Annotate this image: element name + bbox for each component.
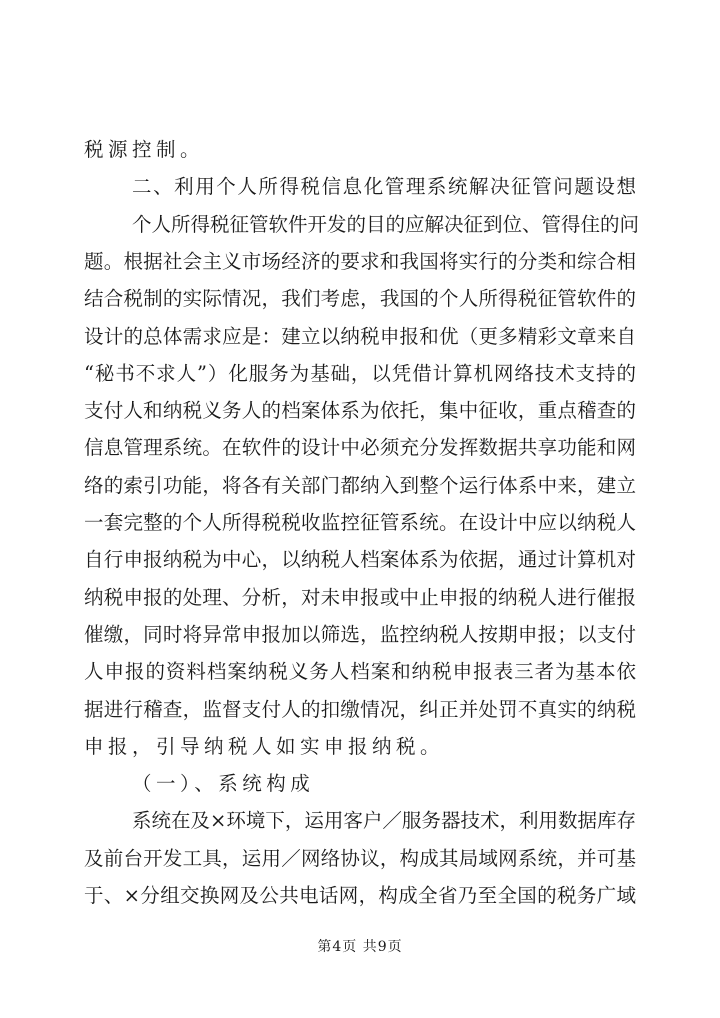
text-line: 支付人和纳税义务人的档案体系为依托，集中征收，重点稽查的 [84,399,636,423]
page-number-footer: 第4页 共9页 [317,939,403,955]
text-line: 纳税申报的处理、分析，对未申报或中止申报的纳税人进行催报 [84,585,636,609]
text-line: 题。根据社会主义市场经济的要求和我国将实行的分类和综合相 [84,249,636,273]
text-line: 二、利用个人所得税信息化管理系统解决征管问题设想 [132,175,636,199]
text-line: 结合税制的实际情况，我们考虑，我国的个人所得税征管软件的 [84,287,636,311]
text-line: （一）、系统构成 [132,772,315,796]
text-line: 信息管理系统。在软件的设计中必须充分发挥数据共享功能和网 [84,436,636,460]
text-line: 个人所得税征管软件开发的目的应解决征到位、管得住的问 [132,212,640,236]
text-line: 据进行稽查，监督支付人的扣缴情况，纠正并处罚不真实的纳税 [84,697,636,721]
text-line: “秘书不求人”）化服务为基础，以凭借计算机网络技术支持的 [84,361,636,385]
text-line: 人申报的资料档案纳税义务人档案和纳税申报表三者为基本依 [84,660,636,684]
text-line: 催缴，同时将异常申报加以筛选，监控纳税人按期申报；以支付 [84,622,636,646]
text-line: 系统在及×环境下，运用客户／服务器技术，利用数据库存 [132,809,636,833]
text-line: 税源控制。 [84,138,205,161]
text-line: 设计的总体需求应是：建立以纳税申报和优（更多精彩文章来自 [84,324,636,348]
text-line: 一套完整的个人所得税税收监控征管系统。在设计中应以纳税人 [84,511,636,534]
text-line: 络的索引功能，将各有关部门都纳入到整个运行体系中来，建立 [84,473,636,497]
text-line: 自行申报纳税为中心，以纳税人档案体系为依据，通过计算机对 [84,548,636,572]
text-line: 及前台开发工具，运用／网络协议，构成其局域网系统，并可基 [84,846,636,870]
text-line: 于、×分组交换网及公共电话网，构成全省乃至全国的税务广域 [84,884,636,907]
text-line: 申报，引导纳税人如实申报纳税。 [84,734,445,758]
